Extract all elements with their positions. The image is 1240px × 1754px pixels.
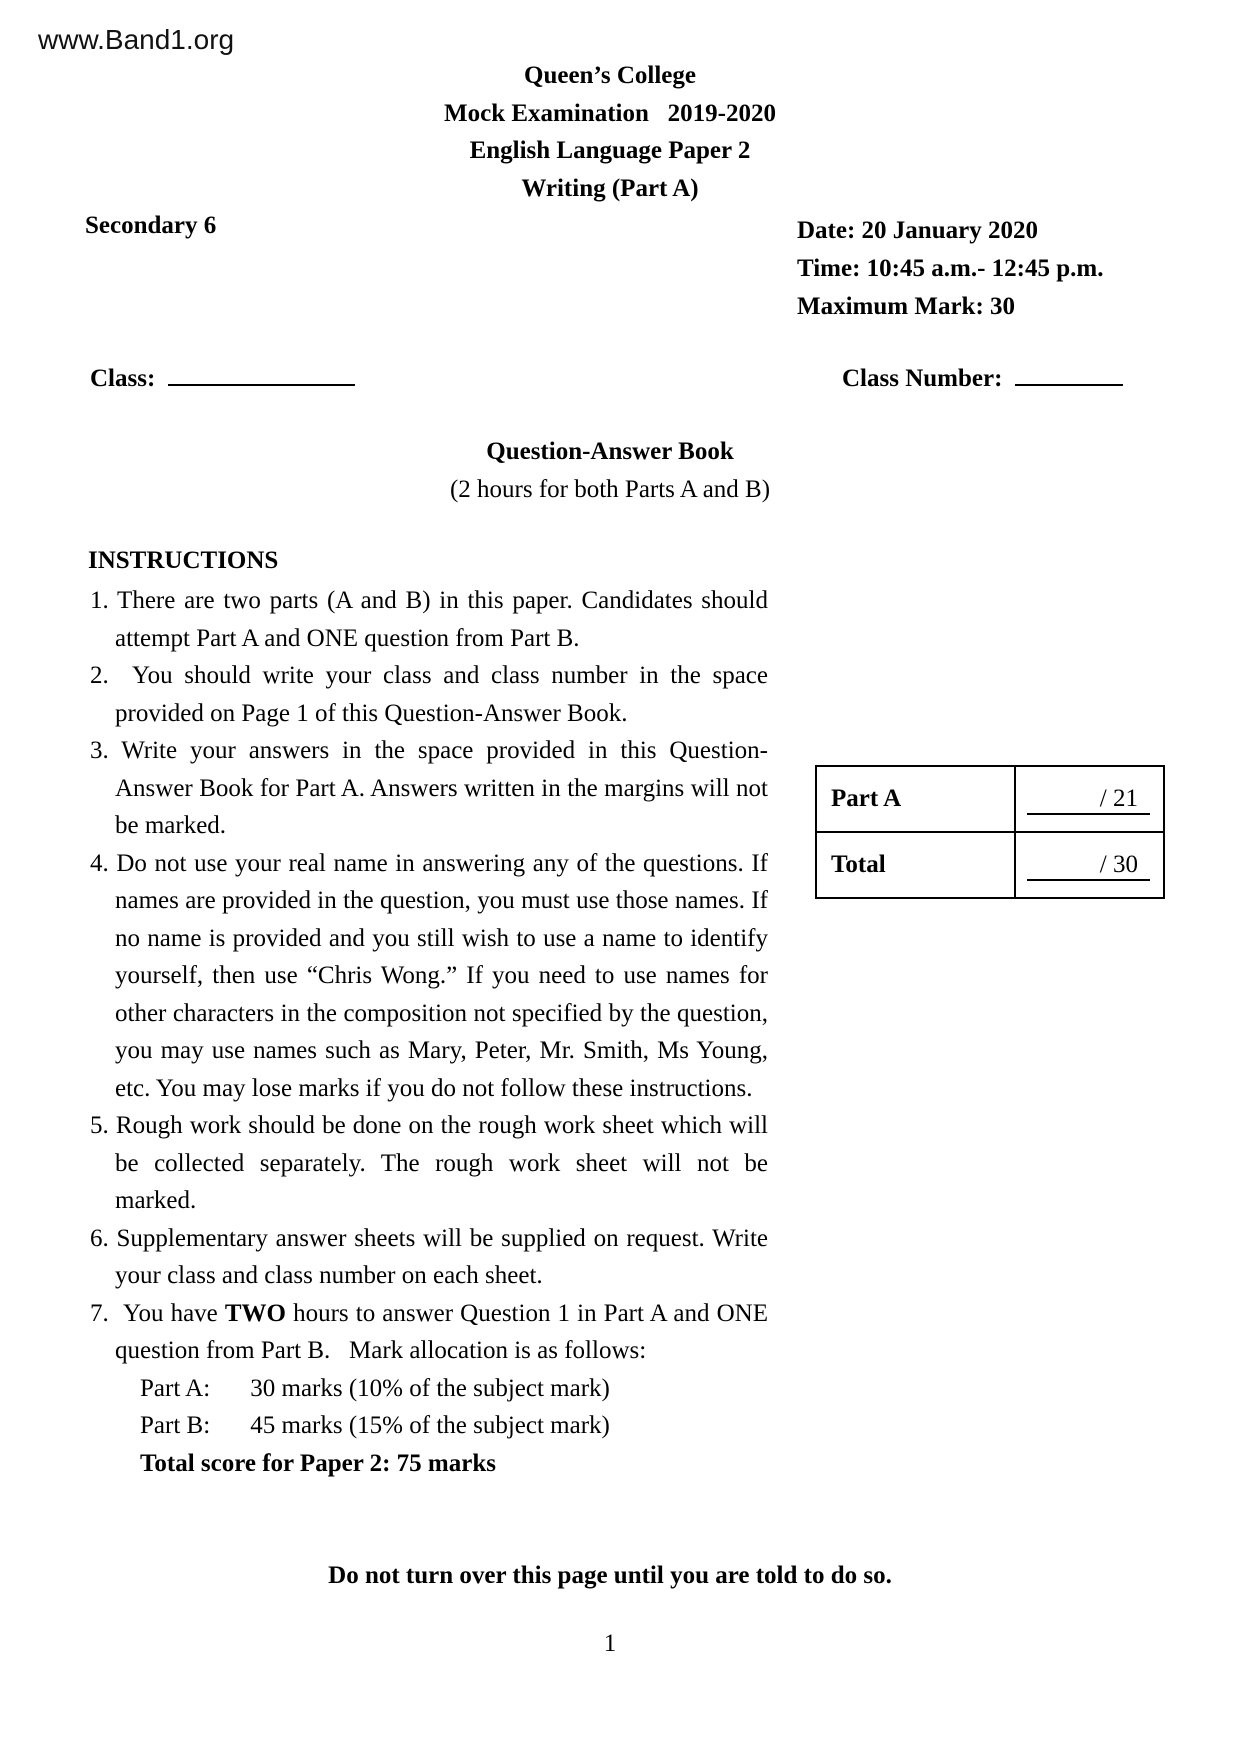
instructions-list: [90, 582, 768, 1482]
allocation-part-a: [140, 1370, 768, 1408]
instruction-number: 5.: [90, 1112, 109, 1139]
exam-max-mark: Maximum Mark: 30: [797, 293, 1016, 320]
class-number-field: [842, 360, 1123, 393]
class-number-blank-line: [1015, 360, 1123, 386]
section-title: Writing (Part A): [521, 174, 699, 202]
instruction-number: 3.: [90, 737, 109, 764]
marks-table: [815, 765, 1165, 899]
instruction-item-1: [90, 582, 768, 657]
instruction-text: There are two parts (A and B) in this paper. Candidates should attempt Part A and ONE question from Part B.: [115, 587, 768, 652]
class-blank-line: [168, 360, 355, 386]
instruction-number: 2.: [90, 662, 109, 689]
level-label: Secondary 6: [85, 212, 217, 239]
part-a-label: Part A: [816, 766, 1015, 832]
part-a-score-cell: [1015, 766, 1164, 832]
book-title: Question-Answer Book: [486, 438, 734, 465]
paper-title: English Language Paper 2: [469, 137, 751, 164]
class-field: [90, 360, 355, 393]
total-label: Total: [816, 832, 1015, 898]
instruction-text: Write your answers in the space provided in this Question-Answer Book for Part A. Answers written in the margins will not be marked.: [115, 737, 768, 839]
instruction-number: 7.: [90, 1299, 109, 1327]
instruction-text: Rough work should be done on the rough work sheet which will be collected separately. The rough work sheet will not be marked.: [115, 1112, 769, 1214]
exam-time: Time: 10:45 a.m.- 12:45 p.m.: [797, 255, 1104, 282]
do-not-turn-notice: Do not turn over this page until you are told to do so.: [328, 1562, 892, 1589]
part-a-score-line: / 21: [1027, 785, 1150, 815]
instruction-item-3: [90, 732, 768, 845]
allocation-value: 45 marks (15% of the subject mark): [250, 1412, 610, 1439]
instruction-item-6: [90, 1220, 768, 1295]
instruction-text: Do not use your real name in answering any of the questions. If names are provided in the question, you must use those names. If no name is provided and you still wish to use a name to identify yourself, then use “Chris Wong.” If you need to use names for other characters in the composition not specified by the question, you may use names such as Mary, Peter, Mr. Smith, Ms Young, etc. You may lose marks if you do not follow these instructions.: [115, 849, 768, 1102]
instruction-item-7: [90, 1295, 768, 1370]
exam-meta: [797, 212, 1103, 326]
school-name: Queen’s College: [524, 62, 696, 89]
allocation-label: Part B:: [140, 1412, 211, 1439]
table-row: [816, 832, 1164, 898]
total-score-line: / 30: [1027, 851, 1150, 881]
instruction-item-4: [90, 845, 768, 1108]
allocation-value: 30 marks (10% of the subject mark): [250, 1374, 610, 1402]
instruction-item-5: [90, 1107, 768, 1220]
total-score-cell: [1015, 832, 1164, 898]
instruction-text: You should write your class and class number in the space provided on Page 1 of this Question-Answer Book.: [115, 662, 768, 727]
instruction-number: 1.: [90, 587, 109, 614]
watermark-url: www.Band1.org: [38, 24, 235, 55]
instructions-heading: INSTRUCTIONS: [88, 547, 279, 574]
instruction-text-emphasis: TWO: [224, 1299, 286, 1327]
exam-header: [85, 57, 1135, 207]
question-answer-book-block: [85, 433, 1135, 508]
instruction-text: hours to answer Question 1 in Part A and ONE question from Part B. Mark allocation is as follows:: [115, 1299, 768, 1364]
instruction-item-2: [90, 657, 768, 732]
instruction-number: 4.: [90, 849, 109, 877]
instruction-number: 6.: [90, 1224, 109, 1252]
instruction-text: You have: [115, 1299, 225, 1327]
page-number: 1: [603, 1630, 617, 1657]
table-row: [816, 766, 1164, 832]
class-number-label: Class Number:: [842, 365, 1003, 392]
allocation-label: Part A:: [140, 1374, 211, 1402]
allocation-part-b: [140, 1407, 768, 1445]
class-label: Class:: [90, 365, 156, 392]
exam-title: Mock Examination 2019-2020: [444, 99, 776, 127]
total-score-note: Total score for Paper 2: 75 marks: [140, 1449, 496, 1477]
exam-date: Date: 20 January 2020: [797, 217, 1038, 244]
book-subtitle: (2 hours for both Parts A and B): [449, 475, 771, 503]
instruction-text: Supplementary answer sheets will be supplied on request. Write your class and class number on each sheet.: [115, 1224, 768, 1289]
